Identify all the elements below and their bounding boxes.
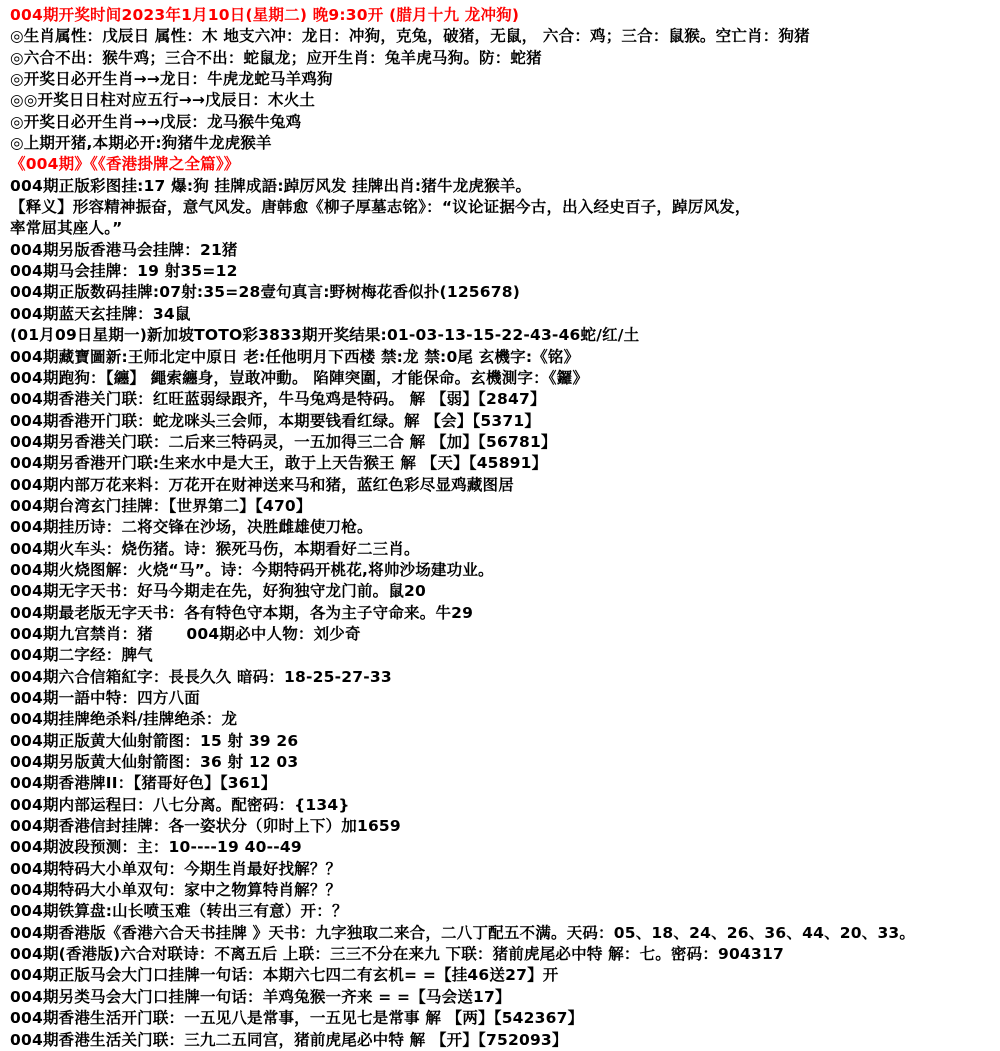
text-line: 004期蓝天玄挂牌：34鼠	[10, 304, 191, 323]
text-line: 004期香港生活开门联：一五见八是常事，一五见七是常事 解 【两】【542367】	[10, 1009, 584, 1028]
text-line: 004期特码大小单双句：今期生肖最好找解？？	[10, 859, 342, 878]
text-line: 004期香港生活关门联：三九二五同宫，猪前虎尾必中特 解 【开】【752093】	[10, 1030, 568, 1049]
text-line: 004期九宫禁肖：猪 004期必中人物：刘少奇	[10, 624, 361, 643]
text-line: 004期铁算盘:山长喷玉难（转出三有意）开：？	[10, 902, 348, 921]
text-line: 004期火车头：烧伤猪。诗：猴死马伤，本期看好二三肖。	[10, 539, 420, 558]
text-line: 004期台湾玄门挂牌：【世界第二】【470】	[10, 496, 312, 515]
text-line: 004期正版黄大仙射箭图：15 射 39 26	[10, 731, 299, 750]
text-line: 004期二字经：脾气	[10, 646, 153, 665]
text-line: 004期香港信封挂牌：各一姿状分（卯时上下）加1659	[10, 817, 401, 836]
text-line: 【释义】形容精神振奋，意气风发。唐韩愈《柳子厚墓志铭》：“议论证据今古，出入经史百子，踔厉风发，	[10, 198, 751, 217]
text-line: 004期一語中特：四方八面	[10, 689, 200, 707]
text-line: 004期另香港开门联:生来水中是大王，敢于上天告猴王 解 【天】【45891】	[10, 454, 548, 473]
text-line: 004期(香港版)六合对联诗：不离五后 上联：三三不分在来九 下联：猪前虎尾必中特 解：七。密码：904317	[10, 945, 784, 964]
text-line: 004期挂历诗：二将交锋在沙场，决胜雌雄使刀枪。	[10, 518, 373, 537]
text-line: 004期波段预测：主：10----19 40--49	[10, 838, 302, 857]
text-line: ◎开奖日必开生肖→→龙日：牛虎龙蛇马羊鸡狗	[10, 70, 333, 89]
text-line: 004期另类马会大门口挂牌一句话：羊鸡兔猴一齐来 = =【马会送17】	[10, 987, 511, 1006]
highlight-text-line: 004期开奖时间2023年1月10日(星期二) 晚9:30开 (腊月十九 龙冲狗)	[10, 6, 520, 24]
text-line: 004期另版香港马会挂牌：21猪	[10, 240, 238, 259]
text-line: (01月09日星期一)新加坡TOTO彩3833期开奖结果:01-03-13-15-22-43-46蛇/红/土	[10, 326, 640, 345]
text-line: 004期香港牌II：【猪哥好色】【361】	[10, 774, 277, 793]
text-line: 率常屈其座人。”	[10, 219, 123, 238]
text-line: 004期内部万花来料：万花开在财神送来马和猪，蓝红色彩尽显鸡藏图居	[10, 475, 514, 494]
text-line: 004期内部运程曰：八七分离。配密码：{134}	[10, 795, 350, 814]
text-line: 004期香港开门联：蛇龙咪头三会师，本期要钱看红绿。解 【会】【5371】	[10, 411, 541, 430]
text-line: 004期无字天书：好马今期走在先，好狗独守龙门前。鼠20	[10, 582, 427, 601]
text-line: 004期特码大小单双句：家中之物算特肖解？？	[10, 881, 342, 900]
text-line: 004期跑狗：【纏】 繩索纏身，豈敢冲動。 陷陣突圍，才能保命。玄機測字：《鑼》	[10, 368, 589, 387]
text-line: ◎◎开奖日日柱对应五行→→戊辰日：木火土	[10, 91, 316, 110]
text-line: 004期另版黄大仙射箭图：36 射 12 03	[10, 753, 299, 772]
text-line: ◎六合不出：猴牛鸡；三合不出：蛇鼠龙；应开生肖：兔羊虎马狗。防：蛇猪	[10, 48, 542, 67]
text-line: 004期最老版无字天书：各有特色守本期，各为主子守命来。牛29	[10, 603, 474, 622]
text-line: 004期另香港关门联：二后来三特码灵，一五加得三二合 解 【加】【56781】	[10, 432, 557, 451]
highlight-text-line: 《004期》《《香港掛牌之全篇》》	[10, 155, 240, 174]
text-line: 004期火烧图解：火烧“马”。诗：今期特码开桃花,将帅沙场建功业。	[10, 560, 494, 579]
text-line: 004期马会挂牌：19 射35=12	[10, 262, 238, 281]
text-line: 004期藏寶圖新:王师北定中原日 老:任他明月下西楼 禁:龙 禁:0尾 玄機字:《铭》	[10, 347, 580, 366]
text-line: 004期正版数码挂牌:07射:35=28壹句真言:野树梅花香似扑(125678)	[10, 283, 521, 302]
text-line: ◎生肖属性：戊辰日 属性：木 地支六冲：龙日：冲狗，克兔，破猪，无鼠， 六合：鸡；三合：鼠猴。空亡肖：狗猪	[10, 27, 810, 46]
text-line: 004期正版彩图挂:17 爆:狗 挂牌成語:踔厉风发 挂牌出肖:猪牛龙虎猴羊。	[10, 176, 532, 195]
text-line: 004期挂牌绝杀料/挂牌绝杀：龙	[10, 710, 238, 729]
text-line: 004期正版马会大门口挂牌一句话：本期六七四二有玄机= =【挂46送27】开	[10, 966, 559, 985]
text-line: ◎开奖日必开生肖→→戊辰：龙马猴牛兔鸡	[10, 112, 302, 131]
text-line: ◎上期开猪,本期必开:狗猪牛龙虎猴羊	[10, 134, 272, 153]
text-line: 004期香港关门联：红旺蓝弱绿跟齐，牛马兔鸡是特码。 解 【弱】【2847】	[10, 390, 546, 409]
text-line: 004期香港版《香港六合天书挂牌 》天书：九字独取二来合，二八丁配五不满。天码：05、18、24、26、36、44、20、33。	[10, 923, 916, 942]
text-line: 004期六合信箱紅字：長長久久 暗码：18-25-27-33	[10, 667, 392, 686]
